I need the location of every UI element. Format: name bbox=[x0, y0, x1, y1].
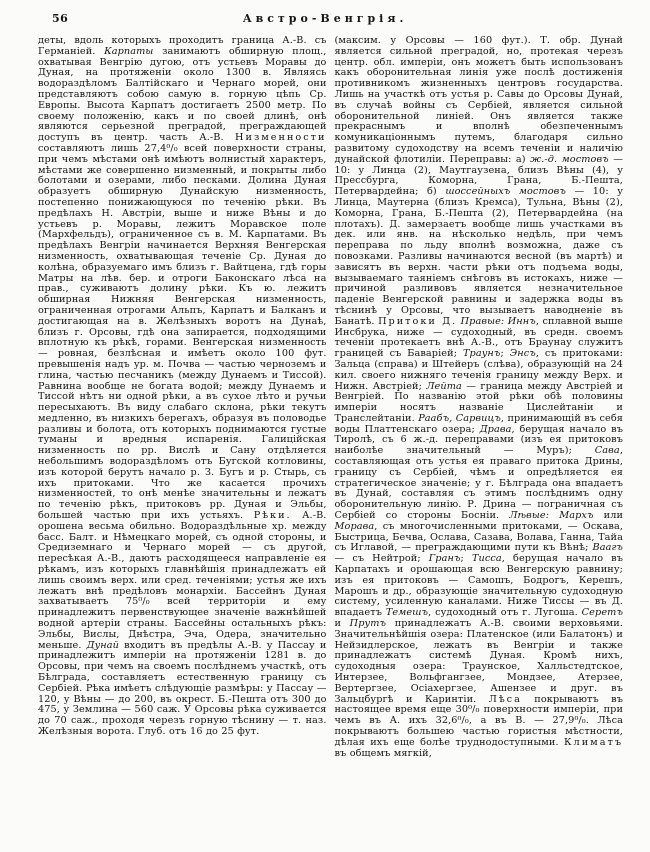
italic-text-segment: Правые: Иннъ bbox=[457, 315, 536, 327]
italic-text-segment: Серетъ bbox=[581, 607, 623, 619]
text-segment: , составляющая отъ устья ея праваго притока Дрины, границу съ Сербіей, чѣмъ и опредѣляется ея стратегическое значеніе; у г. Бѣлграда она впадаетъ въ Дунай, составляя съ этимъ послѣднимъ одну оборонительную линію. Р. Дрина — пограничная съ Сербіей со стороны Босніи. bbox=[334, 445, 623, 522]
spaced-text-segment: Низменности bbox=[235, 132, 327, 144]
text-segment: ; bbox=[500, 348, 510, 360]
italic-text-segment: Траунъ bbox=[462, 348, 501, 360]
text-segment: занимаютъ обширную площ., охватывая Венгрію дугою, отъ устьевъ Моравы до Дуная, на протяженіи около 1300 в. Являясь водораздѣломъ Балтійскаго и Чернаго морей, они представляютъ собою самую в. горную цѣпь Ср. Европы. Высота Карпатъ достигаетъ 2500 метр. По своему положенію, какъ и по своей длинѣ, онѣ являются серьезной преградой, преграждающей доступъ въ центр. часть А.-В. bbox=[38, 45, 327, 144]
text-columns bbox=[0, 30, 650, 759]
italic-text-segment: ж.-д. мостовъ bbox=[530, 153, 609, 165]
italic-text-segment: Лейта bbox=[426, 380, 462, 392]
text-segment: входитъ въ предѣлы А.-В. у Пассау и принадлежитъ имперіи на протяженіи 1281 в. до Орсовы, при чемъ на своемъ послѣднемъ участкѣ, отъ Бѣлграда, составляетъ естественную границу съ Сербіей. Рѣка имѣетъ слѣдующіе размѣры: у Пассау — 120, у Вѣны — до 200, въ окрест. Б.-Пешта отъ 300 до 475, у Землина — 560 саж. У Орсовы рѣка суживается до 70 саж., проходя черезъ горную тѣснину — т. наз. Желѣзныя ворота. Глуб. отъ 16 до 25 фут. bbox=[38, 639, 327, 737]
text-segment: покрываютъ въ настоящее время еще 30⁰/₀ поверхности имперіи, при чемъ въ А. ихъ 32,6⁰/₀, а въ В. — 27,9⁰/₀. Лѣса покрываютъ большею частью гористыя мѣстности, дѣлая ихъ еще болѣе труднодоступными. bbox=[334, 693, 623, 748]
text-segment: — съ Нейтрой; bbox=[334, 553, 429, 565]
text-segment: , съ притоками: Зальца (справа) и Штейеръ (слѣва), образующій на 24 кил. своего нижняго теченія границу между Верх. и Нижн. Австріей; bbox=[334, 348, 623, 392]
text-segment: деты, вдоль которыхъ проходитъ граница А.-В. съ Германіей. bbox=[38, 35, 327, 57]
italic-text-segment: Гранъ bbox=[428, 553, 461, 565]
text-segment: (максим. у Орсовы — 160 фут.). Т. обр. Дунай является сильной преградой, но, протекая черезъ центр. обл. имперіи, онъ можетъ быть использованъ какъ оборонительная линія уже послѣ достиженія противникомъ жизненныхъ центровъ государства. Лишь на участкѣ отъ устья р. Савы до Орсовы Дунай, въ случаѣ войны съ Сербіей, является сильной оборонительной линіей. Онъ является также прекраснымъ и вполнѣ обезпеченнымъ комуникаціоннымъ путемъ, благодаря сильно развитому судоходству на всемъ теченіи и наличію дунайской флотиліи. Переправы: а) bbox=[334, 35, 623, 165]
text-segment: , берущая начало въ Карпатахъ и орошающая всю Венгерскую равнину; изъ ея притоковъ — Самошъ, Бодрогъ, Керешъ, Марошъ и др., образующіе значительную судоходную систему, усиленную каналами. Ниже Тиссы — въ Д. впадаетъ bbox=[334, 553, 623, 619]
text-segment: А.-В. орошена весьма обильно. Водораздѣльные хр. между басс. Балт. и Нѣмецкаго морей, съ одной стороны, и Средиземнаго и Чернаго морей — съ другой, пересѣкая А.-В., даютъ расходящееся направленіе ея рѣкамъ, изъ которыхъ главнѣйшія принадлежатъ ей лишь своимъ верх. или сред. теченіями; устья же ихъ лежатъ внѣ предѣловъ монархіи. Бассейнъ Дуная захватываетъ 75⁰/₀ всей территоріи и ему принадлежитъ первенствующее значеніе важнѣйшей водной артеріи страны. Бассейны остальныхъ рѣкъ: Эльбы, Вислы, Днѣстра, Эча, Одера, значительно меньше. bbox=[38, 510, 327, 651]
text-segment: — граница между Австріей и Венгріей. По названію этой рѣки обѣ половины имперіи носятъ названіе Цислейтаніи и Транслейтаніи. bbox=[334, 380, 623, 424]
text-segment: составляютъ лишь 27,4⁰/₀ всей поверхности страны, при чемъ мѣстами онѣ имѣютъ волнистый характеръ, мѣстами же совершенно низменный, и покрыты либо болотами и озерами, либо песками. Долина Дуная образуетъ обширную Дунайскую низменность, постепенно понижающуюся по теченію рѣки. Въ предѣлахъ Н. Австріи, выше и ниже Вѣны и до устьевъ р. Моравы, лежитъ Моравское поле (Мархфельдъ), ограниченное съ в. М. Карпатами. Въ предѣлахъ Венгріи начинается Верхняя Венгерская низменность, охватывающая теченіе Ср. Дуная до колѣна, образуемаго имъ близъ г. Вайтцена, гдѣ горы Матры на лѣв. бер. и отроги Баконскаго лѣса на прав., суживаютъ долину рѣки. Къ ю. лежитъ обширная Нижняя Венгерская низменность, ограниченная отрогами Альпъ, Карпатъ и Балканъ и достигающая на в. Желѣзныхъ воротъ на Дунаѣ, близъ г. Орсовы, гдѣ она запирается, подходящими вплотную къ рѣкѣ, горами. Венгерская низменность — ровная, безлѣсная и имѣетъ около 100 фут. превышенія надъ ур. м. Почва — частью черноземъ и глина, частью песчаникъ (между Дунаемъ и Тиссой). Равнина вообще не богата водой; между Дунаемъ и Тиссой нѣтъ ни одной рѣки, а въ сухое лѣто и ручьи пересыхаютъ. Въ виду слабаго склона, рѣки текутъ медленно, въ низкихъ берегахъ, образуя въ половодье разливы и болота, отъ которыхъ поднимаются густые туманы и вредныя испаренія. Галиційская низменность по рр. Вислѣ и Сану отдѣляется небольшимъ водораздѣломъ отъ Бугской котловины, изъ которой берутъ начало р. З. Бугъ и р. Стырь, съ ихъ притоками. Что же касается прочихъ низменностей, то онѣ менѣе значительны и лежатъ по теченію рѣкъ, притоковъ рр. Дуная и Эльбы, большей частью при ихъ устьяхъ. bbox=[38, 142, 327, 522]
text-segment: въ общемъ мягкій, bbox=[334, 747, 432, 759]
text-segment: , судоходный отъ г. Лугоша. bbox=[428, 607, 582, 619]
text-segment: , принимающій въ себя воды Платтенскаго озера; bbox=[334, 412, 623, 435]
text-column-right bbox=[335, 36, 624, 759]
text-segment: или bbox=[593, 510, 624, 522]
text-segment: — 10: у Линца (2), Маутгаузена, близъ Вѣны (4), у Прессбурга, Коморна, Грана, Б.-Пешта, Петервардейна; б) bbox=[334, 153, 623, 198]
italic-text-segment: Ваагъ bbox=[592, 542, 623, 554]
page-number: 56 bbox=[52, 12, 69, 25]
italic-text-segment: Прутъ bbox=[349, 618, 387, 630]
text-segment: — 10: у Линца, Маутерна (близъ Кремса), Тульна, Вѣны (2), Коморна, Грана, Б.-Пешта (2), Петервардейна (на плотахъ). Д. замерзаетъ вообще лишь участками въ дек. или янв. на нѣсколько недѣль, при чемъ переправа по льду вполнѣ возможна, даже съ повозками. Разливы начинаются весной (въ мартѣ) и зависятъ въ верхн. части рѣки отъ подъема воды, вызываемаго таяніемъ снѣговъ въ истокахъ, ниже — причиной разливовъ является незначительное паденіе Венгерской равнины и задержка воды въ тѣснинѣ у Орсовы, что вызываетъ наводненіе въ Банатѣ. bbox=[334, 186, 623, 327]
italic-text-segment: Тисса bbox=[471, 553, 502, 565]
spaced-text-segment: Лѣса bbox=[488, 693, 522, 705]
text-segment: , сплавной выше Инсбрука, ниже — судоходный, въ средн. своемъ теченіи протекаетъ внѣ А.-В., отъ Браунау служитъ границей съ Баваріей; bbox=[334, 315, 624, 360]
text-column-left bbox=[38, 36, 327, 759]
spaced-text-segment: Рѣки. bbox=[253, 510, 292, 522]
italic-text-segment: Темешъ bbox=[385, 607, 429, 619]
running-title: Австро-Венгрія. bbox=[242, 12, 408, 25]
italic-text-segment: Лѣвые: Мархъ bbox=[509, 510, 594, 522]
italic-text-segment: Карпаты bbox=[104, 45, 154, 57]
italic-text-segment: шоссейныхъ мостовъ bbox=[445, 186, 566, 198]
text-segment: , берущая начало въ Тиролѣ, съ 6 ж.-д. переправами (изъ ея притоковъ наиболѣе значительный — Муръ); bbox=[334, 423, 623, 457]
page-header bbox=[0, 0, 650, 30]
italic-text-segment: Раабъ, Сарвицъ bbox=[418, 412, 501, 424]
italic-text-segment: Дунай bbox=[86, 639, 120, 651]
italic-text-segment: Драва bbox=[479, 423, 512, 435]
italic-text-segment: Сава bbox=[594, 445, 620, 457]
spaced-text-segment: Притоки Д. bbox=[378, 315, 458, 327]
text-segment: , съ многочисленными притоками, — Оскава, Быстрица, Бечва, Ослава, Сазава, Волава, Ганна, Тайа съ Иглавой, — преграждающими пути къ Вѣнѣ; bbox=[334, 520, 623, 554]
spaced-text-segment: Климатъ bbox=[564, 736, 623, 748]
text-segment: и bbox=[334, 618, 350, 630]
italic-text-segment: Морава bbox=[334, 520, 375, 532]
italic-text-segment: Энсъ bbox=[509, 348, 536, 360]
text-segment: принадлежатъ А.-В. своими верховьями. Значительнѣйшія озера: Платенское (или Балатонъ) и Нейзидлерское, лежатъ въ Венгріи и также принадлежатъ системѣ Дуная. Кромѣ нихъ, судоходныя озера: Траунское, Халльстедтское, Интерзее, Вольфгангзее, Мондзее, Атерзее, Вертергзее, Осіахергзее, Ашензее и друг. въ Зальцбургѣ и Каринтіи. bbox=[334, 618, 623, 705]
text-segment: ; bbox=[460, 553, 472, 565]
